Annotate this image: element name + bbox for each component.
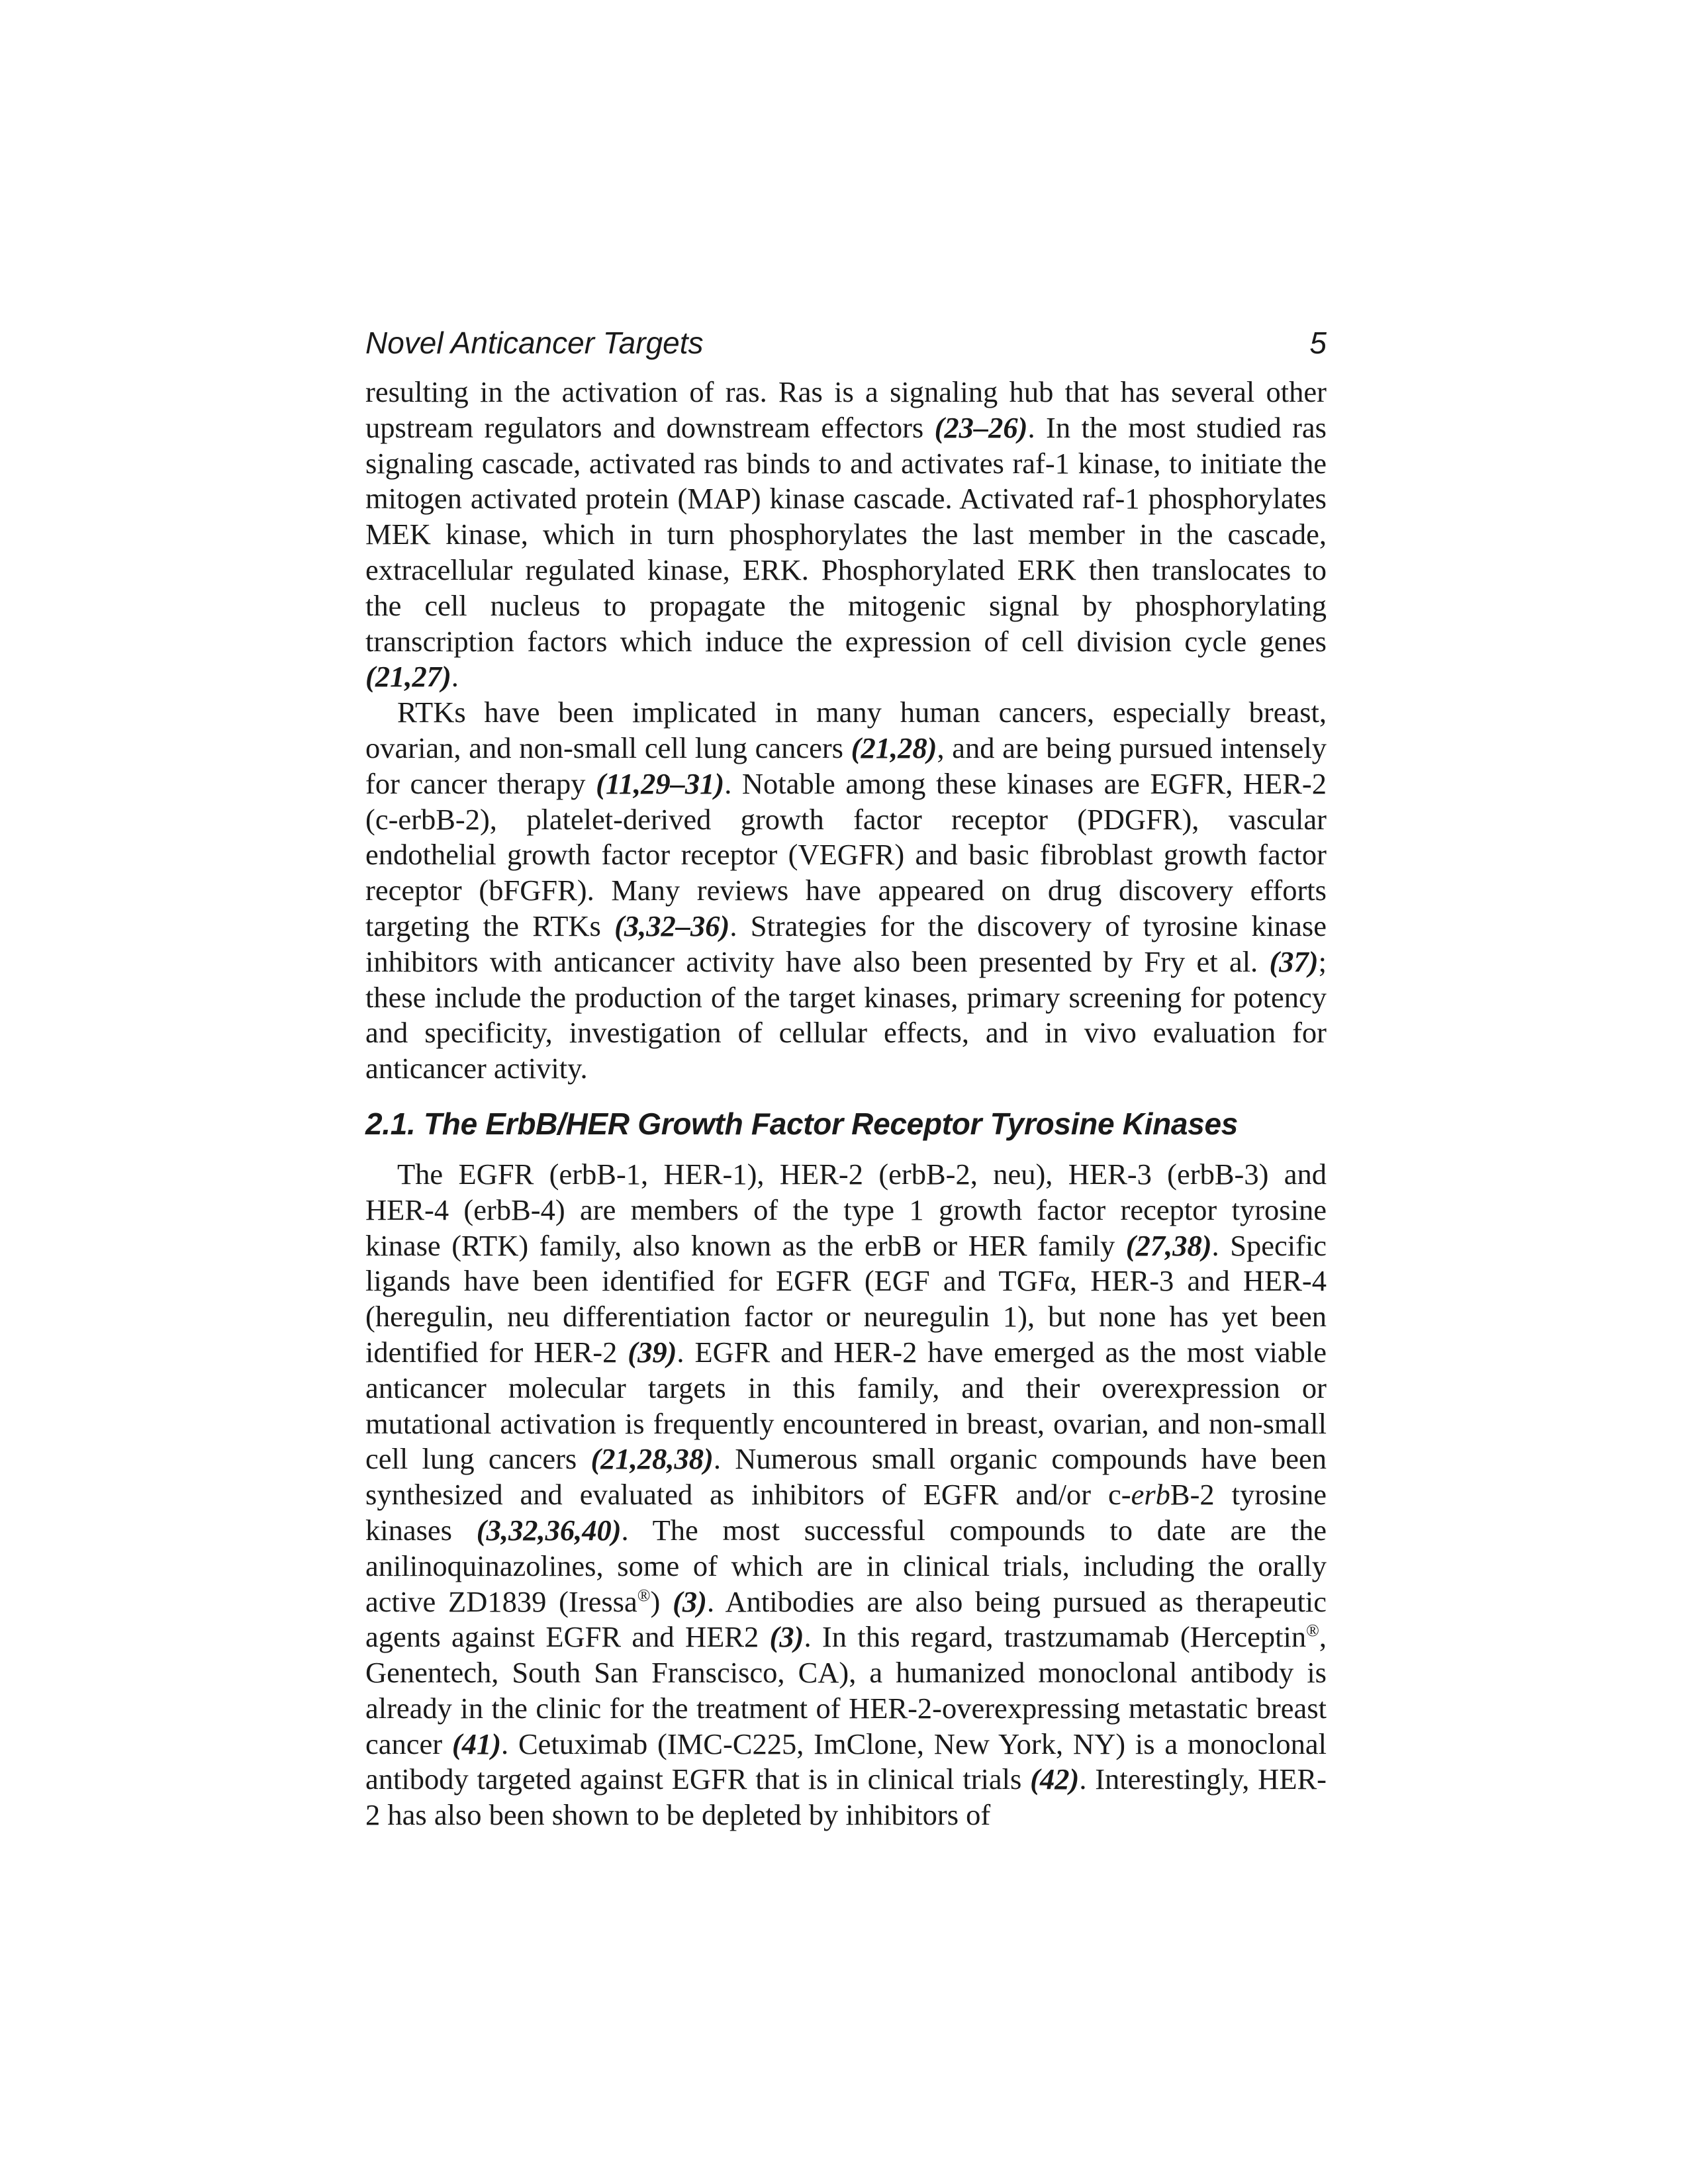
paragraph-3 — [365, 1157, 1327, 1833]
text-run: . — [451, 660, 459, 694]
paragraph-1 — [365, 375, 1327, 695]
citation: (21,27) — [365, 660, 451, 694]
text-run: . Cetuximab (IMC-C225, ImClone, New York, NY) is a monoclonal antibody targeted against EGFR that is in clinical trials — [365, 1727, 1327, 1796]
text-run: . Strategies for the discovery of tyrosine kinase inhibitors with anticancer activity have also been presented by Fry et al. — [365, 909, 1327, 978]
paragraph-2 — [365, 695, 1327, 1087]
citation: (3) — [769, 1620, 804, 1654]
running-title: Novel Anticancer Targets — [365, 326, 704, 360]
text-run: . In this regard, trastzumamab (Herceptin — [804, 1620, 1307, 1654]
italic-gene-name: erb — [1131, 1478, 1170, 1512]
citation: (37) — [1269, 944, 1319, 978]
registered-mark: ® — [1306, 1621, 1319, 1641]
text-run: . Notable among these kinases are EGFR, HER-2 (c-erbB-2), platelet-derived growth factor receptor (PDGFR), vascular endothelial growth factor receptor (VEGFR) and basic fibroblast growth factor receptor (bFGFR). Many reviews have appeared on drug discovery efforts targeting the RTKs — [365, 766, 1327, 942]
text-run: ; these include the production of the target kinases, primary screening for potency and specificity, investigation of cellular effects, and in vivo evaluation for anticancer activity. — [365, 944, 1327, 1085]
text-run: RTKs have been implicated in many human cancers, especially breast, ovarian, and non-small cell lung cancers — [365, 696, 1327, 764]
body-text — [365, 375, 1327, 1833]
citation: (3,32–36) — [614, 909, 730, 942]
section-heading: 2.1. The ErbB/HER Growth Factor Receptor Tyrosine Kinases — [365, 1106, 1239, 1141]
text-run: resulting in the activation of ras. Ras is a signaling hub that has several other upstream regulators and downstream effectors — [365, 375, 1327, 444]
citation: (23–26) — [934, 410, 1028, 444]
text-run: . In the most studied ras signaling cascade, activated ras binds to and activates raf-1 kinase, to initiate the mitogen activated protein (MAP) kinase cascade. Activated raf-1 phosphorylates MEK kinase, which in turn phosphorylates the last member in the cascade, extracellular regulated kinase, ERK. Phosphorylated ERK then translocates to the cell nucleus to propagate the mitogenic signal by phosphorylating transcription factors which induce the expression of cell division cycle genes — [365, 410, 1327, 658]
text-run: The EGFR (erbB-1, HER-1), HER-2 (erbB-2, neu), HER-3 (erbB-3) and HER-4 (erbB-4) are members of the type 1 growth factor receptor tyrosine kinase (RTK) family, also known as the erbB or HER family — [365, 1157, 1327, 1262]
text-run: . Interestingly, HER-2 has also been shown to be depleted by inhibitors of — [365, 1762, 1327, 1832]
registered-mark: ® — [637, 1585, 651, 1605]
text-run: ) — [650, 1584, 673, 1618]
text-run: . Specific ligands have been identified for EGFR (EGF and TGFα, HER-3 and HER-4 (heregulin, neu differentiation factor or neuregulin 1), but none has yet been identified for HER-2 — [365, 1228, 1327, 1369]
text-run: . Numerous small organic compounds have been synthesized and evaluated as inhibitors of EGFR and/or c- — [365, 1442, 1327, 1512]
text-run: . The most successful compounds to date are the anilinoquinazolines, some of which are in clinical trials, including the orally active ZD1839 (Iressa — [365, 1513, 1327, 1618]
citation: (3) — [673, 1584, 707, 1618]
citation: (27,38) — [1125, 1228, 1212, 1262]
citation: (41) — [451, 1727, 502, 1760]
citation: (11,29–31) — [596, 766, 725, 800]
text-run: , and are being pursued intensely for cancer therapy — [365, 731, 1327, 800]
text-run: . EGFR and HER-2 have emerged as the most viable anticancer molecular targets in this family, and their overexpression or mutational activation is frequently encountered in breast, ovarian, and non-small cell lung cancers — [365, 1335, 1327, 1476]
citation: (42) — [1030, 1762, 1080, 1796]
page-number: 5 — [1309, 326, 1327, 360]
text-run: , Genentech, South San Franscisco, CA), a humanized monoclonal antibody is already in the clinic for the treatment of HER-2-overexpressing metastatic breast cancer — [365, 1620, 1327, 1760]
citation: (21,28,38) — [590, 1442, 714, 1476]
citation: (3,32,36,40) — [476, 1513, 622, 1547]
citation: (39) — [628, 1335, 677, 1369]
running-head — [365, 324, 1327, 361]
text-run: B-2 tyrosine kinases — [365, 1478, 1327, 1547]
page — [365, 324, 1327, 1833]
text-run: . Antibodies are also being pursued as therapeutic agents against EGFR and HER2 — [365, 1584, 1327, 1654]
citation: (21,28) — [851, 731, 937, 764]
